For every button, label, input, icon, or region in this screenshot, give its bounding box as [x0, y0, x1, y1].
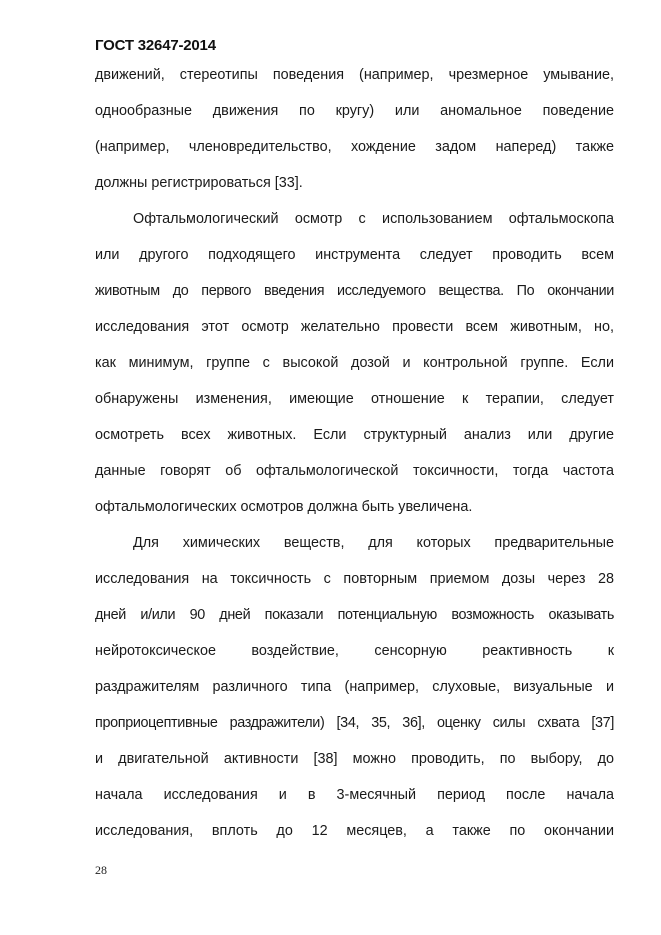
text-line: проприоцептивные раздражители) [34, 35, 36], оценку силы схвата [37]	[95, 715, 614, 731]
text-line: Офтальмологический осмотр с использованием офтальмоскопа	[133, 211, 614, 227]
text-line: осмотреть всех животных. Если структурный анализ или другие	[95, 427, 614, 443]
text-line: или другого подходящего инструмента следует проводить всем	[95, 247, 614, 263]
text-line: офтальмологических осмотров должна быть увеличена.	[95, 499, 473, 515]
page-number: 28	[95, 863, 107, 877]
text-line: и двигательной активности [38] можно проводить, по выбору, до	[95, 751, 614, 767]
document-header-code: ГОСТ 32647-2014	[95, 37, 216, 54]
text-line: (например, членовредительство, хождение задом наперед) также	[95, 139, 614, 155]
text-line: как минимум, группе с высокой дозой и контрольной группе. Если	[95, 355, 614, 371]
text-line: животным до первого введения исследуемого вещества. По окончании	[95, 283, 614, 299]
text-line: данные говорят об офтальмологической токсичности, тогда частота	[95, 463, 614, 479]
text-line: однообразные движения по кругу) или аномальное поведение	[95, 103, 614, 119]
text-line: дней и/или 90 дней показали потенциальную возможность оказывать	[95, 607, 614, 623]
text-line: движений, стереотипы поведения (например, чрезмерное умывание,	[95, 67, 614, 83]
text-line: исследования на токсичность с повторным приемом дозы через 28	[95, 571, 614, 587]
text-line: исследования, вплоть до 12 месяцев, а также по окончании	[95, 823, 614, 839]
text-line: раздражителям различного типа (например, слуховые, визуальные и	[95, 679, 614, 695]
text-line: обнаружены изменения, имеющие отношение к терапии, следует	[95, 391, 614, 407]
text-line: нейротоксическое воздействие, сенсорную реактивность к	[95, 643, 614, 659]
text-line: Для химических веществ, для которых предварительные	[133, 535, 614, 551]
body-text	[95, 57, 614, 849]
text-line: исследования этот осмотр желательно провести всем животным, но,	[95, 319, 614, 335]
text-line: должны регистрироваться [33].	[95, 175, 303, 191]
text-line: начала исследования и в 3-месячный период после начала	[95, 787, 614, 803]
